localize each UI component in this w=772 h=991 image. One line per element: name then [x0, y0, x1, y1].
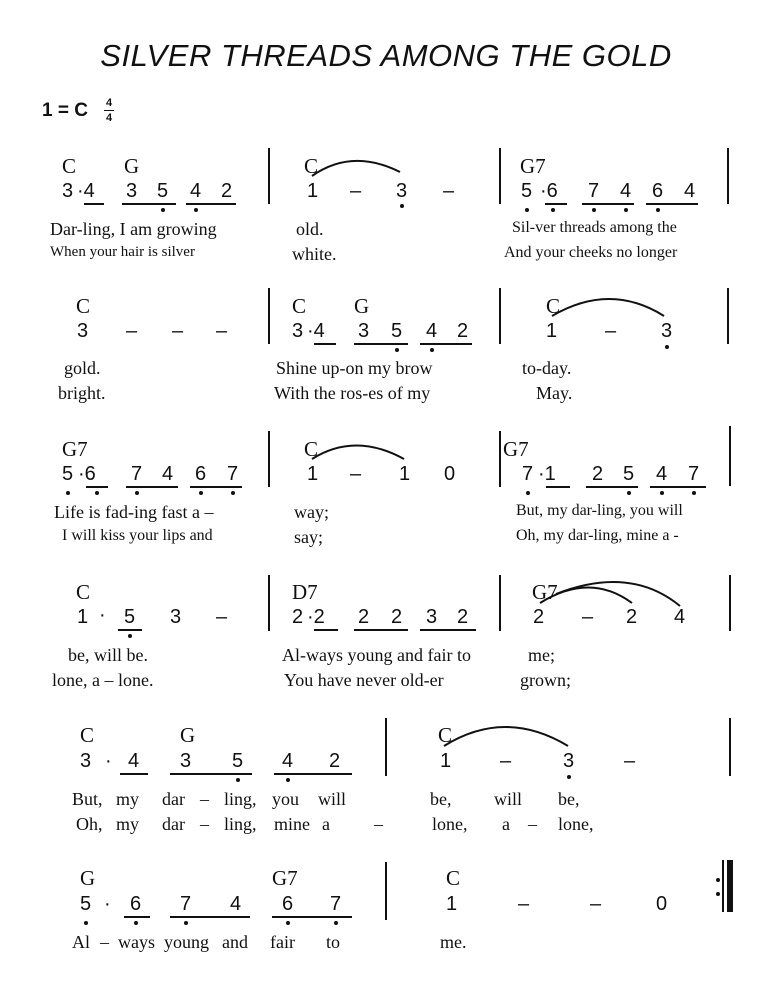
lyric-line-2-word: dar: [162, 814, 185, 834]
lyric-line-2-word: –: [374, 814, 383, 834]
note: 3: [62, 180, 74, 202]
note: –: [126, 320, 138, 342]
note: 2: [221, 180, 233, 202]
lyric-line-2-word: lone,: [558, 814, 594, 834]
lyric-line-1-word: be,: [558, 789, 580, 809]
note: 4: [128, 750, 140, 772]
note: 0: [444, 463, 456, 485]
note: ·4: [307, 320, 325, 342]
lyric-line-2: white.: [292, 244, 337, 264]
lyric-line-1: be, will be.: [68, 645, 148, 665]
note: 1: [446, 893, 458, 915]
chord: G: [124, 154, 140, 178]
note: 4: [620, 180, 632, 202]
lyric-line-2: lone, a – lone.: [52, 670, 154, 690]
lyric-line-1: me;: [528, 645, 555, 665]
slur: [552, 299, 664, 316]
note: 2: [358, 606, 370, 628]
note: 5: [157, 180, 169, 202]
note: 6: [282, 893, 294, 915]
note: ·4: [77, 180, 95, 202]
lyric-line-2-word: mine: [274, 814, 310, 834]
note: 7: [522, 463, 534, 485]
note: 1: [399, 463, 411, 485]
lyric-line-2-word: ling,: [224, 814, 257, 834]
chord: G: [80, 866, 96, 890]
chord: C: [292, 294, 307, 318]
note: 4: [190, 180, 202, 202]
lyric-line-1-word: fair: [270, 932, 295, 952]
chord: C: [62, 154, 77, 178]
note: 3: [80, 750, 92, 772]
lyric-line-2-word: lone,: [432, 814, 468, 834]
lyric-line-2: When your hair is silver: [50, 244, 195, 260]
lyric-line-1: Dar-ling, I am growing: [50, 219, 217, 239]
chord: D7: [292, 580, 318, 604]
time-signature-bottom: 4: [105, 112, 113, 124]
note: 3: [77, 320, 89, 342]
song-title: SILVER THREADS AMONG THE GOLD: [100, 38, 672, 73]
note: 4: [684, 180, 696, 202]
note: 2: [533, 606, 545, 628]
chord: C: [304, 437, 319, 461]
note: –: [518, 893, 530, 915]
lyric-line-1: Life is fad-ing fast a –: [54, 502, 214, 522]
lyric-line-2: bright.: [58, 383, 106, 403]
lyric-line-1-word: and: [222, 932, 248, 952]
lyric-line-2: Oh, my dar-ling, mine a -: [516, 527, 679, 544]
note: 7: [588, 180, 600, 202]
chord: C: [80, 723, 95, 747]
slur: [312, 446, 404, 460]
lyric-line-1-word: –: [200, 789, 209, 809]
note: 4: [656, 463, 668, 485]
slur: [540, 588, 632, 604]
note: ·6: [78, 463, 96, 485]
note: –: [500, 750, 512, 772]
note: 7: [330, 893, 342, 915]
note: –: [443, 180, 455, 202]
lyric-line-2-word: a: [502, 814, 510, 834]
note: 3: [661, 320, 673, 342]
chord: C: [304, 154, 319, 178]
note: 1: [307, 463, 319, 485]
note: 3: [426, 606, 438, 628]
lyric-line-2: With the ros-es of my: [274, 383, 431, 403]
lyric-line-1-word: But,: [72, 789, 103, 809]
lyric-line-2: May.: [536, 383, 573, 403]
note: 2: [292, 606, 304, 628]
chord: C: [546, 294, 561, 318]
note: 0: [656, 893, 668, 915]
note: 4: [230, 893, 242, 915]
note: 4: [426, 320, 438, 342]
note: 5: [391, 320, 403, 342]
note: –: [350, 463, 362, 485]
chord: G7: [503, 437, 529, 461]
note: 1: [440, 750, 452, 772]
lyric-line-2-word: –: [528, 814, 537, 834]
note: –: [605, 320, 617, 342]
lyric-line-1-word: ways: [118, 932, 155, 952]
note: 7: [131, 463, 143, 485]
lyric-line-2-word: a: [322, 814, 330, 834]
note: –: [582, 606, 594, 628]
note: 2: [329, 750, 341, 772]
note: 3: [396, 180, 408, 202]
lyric-line-1-word: my: [116, 789, 140, 809]
lyric-line-1-word: you: [272, 789, 299, 809]
note: 2: [457, 606, 469, 628]
note: –: [216, 606, 228, 628]
note: 3: [126, 180, 138, 202]
chord: G: [354, 294, 370, 318]
note: ·: [104, 893, 111, 915]
note: 5: [623, 463, 635, 485]
note: 2: [457, 320, 469, 342]
note: ·: [99, 604, 106, 626]
note: 3: [180, 750, 192, 772]
note: ·: [105, 750, 112, 772]
lyric-line-1: Al-ways young and fair to: [282, 645, 471, 665]
note: 6: [130, 893, 142, 915]
lyric-line-1-word: will: [494, 789, 523, 809]
note: 4: [282, 750, 294, 772]
lyric-line-2: You have never old-er: [284, 670, 444, 690]
slur: [312, 161, 400, 176]
chord: G7: [532, 580, 558, 604]
lyric-line-1-word: will: [318, 789, 347, 809]
chord: G7: [62, 437, 88, 461]
note: 5: [62, 463, 74, 485]
note: 7: [180, 893, 192, 915]
lyric-line-1: Shine up-on my brow: [276, 358, 433, 378]
note: 5: [232, 750, 244, 772]
lyric-line-1-word: me.: [440, 932, 467, 952]
lyric-line-2-word: Oh,: [76, 814, 103, 834]
note: 2: [592, 463, 604, 485]
note: 3: [170, 606, 182, 628]
note: 5: [521, 180, 533, 202]
lyric-line-2: And your cheeks no longer: [504, 244, 678, 261]
chord: C: [438, 723, 453, 747]
lyric-line-1-word: Al: [72, 932, 90, 952]
note: 6: [652, 180, 664, 202]
chord: G7: [272, 866, 298, 890]
note: ·6: [540, 180, 558, 202]
note: 3: [563, 750, 575, 772]
note: 4: [674, 606, 686, 628]
note: 2: [626, 606, 638, 628]
note: 7: [688, 463, 700, 485]
lyric-line-1-word: ling,: [224, 789, 257, 809]
note: 7: [227, 463, 239, 485]
lyric-line-1: old.: [296, 219, 324, 239]
lyric-line-2: grown;: [520, 670, 571, 690]
time-signature-top: 4: [105, 97, 113, 109]
note: 5: [124, 606, 136, 628]
note: 3: [292, 320, 304, 342]
note: 1: [77, 606, 89, 628]
lyric-line-1: gold.: [64, 358, 101, 378]
lyric-line-1-word: young: [164, 932, 209, 952]
note: 6: [195, 463, 207, 485]
slur: [444, 727, 568, 746]
lyric-line-2: I will kiss your lips and: [62, 527, 213, 544]
chord: C: [446, 866, 461, 890]
lyric-line-2-word: –: [200, 814, 209, 834]
note: 2: [391, 606, 403, 628]
note: ·1: [538, 463, 556, 485]
note: 1: [546, 320, 558, 342]
note: –: [216, 320, 228, 342]
lyric-line-1-word: –: [100, 932, 109, 952]
lyric-line-1: to-day.: [522, 358, 572, 378]
note: –: [350, 180, 362, 202]
lyric-line-1-word: dar: [162, 789, 185, 809]
lyric-line-2-word: my: [116, 814, 140, 834]
note: –: [624, 750, 636, 772]
lyric-line-1: way;: [294, 502, 329, 522]
note: –: [590, 893, 602, 915]
lyric-line-2: say;: [294, 527, 323, 547]
note: 5: [80, 893, 92, 915]
lyric-line-1: Sil-ver threads among the: [512, 219, 677, 236]
note: 3: [358, 320, 370, 342]
chord: G7: [520, 154, 546, 178]
chord: G: [180, 723, 196, 747]
note: 4: [162, 463, 174, 485]
note: ·2: [307, 606, 325, 628]
chord: C: [76, 294, 91, 318]
lyric-line-1-word: be,: [430, 789, 452, 809]
lyric-line-1-word: to: [326, 932, 341, 952]
note: –: [172, 320, 184, 342]
key-signature: 1 = C: [42, 100, 88, 121]
chord: C: [76, 580, 91, 604]
note: 1: [307, 180, 319, 202]
lyric-line-1: But, my dar-ling, you will: [516, 502, 683, 519]
